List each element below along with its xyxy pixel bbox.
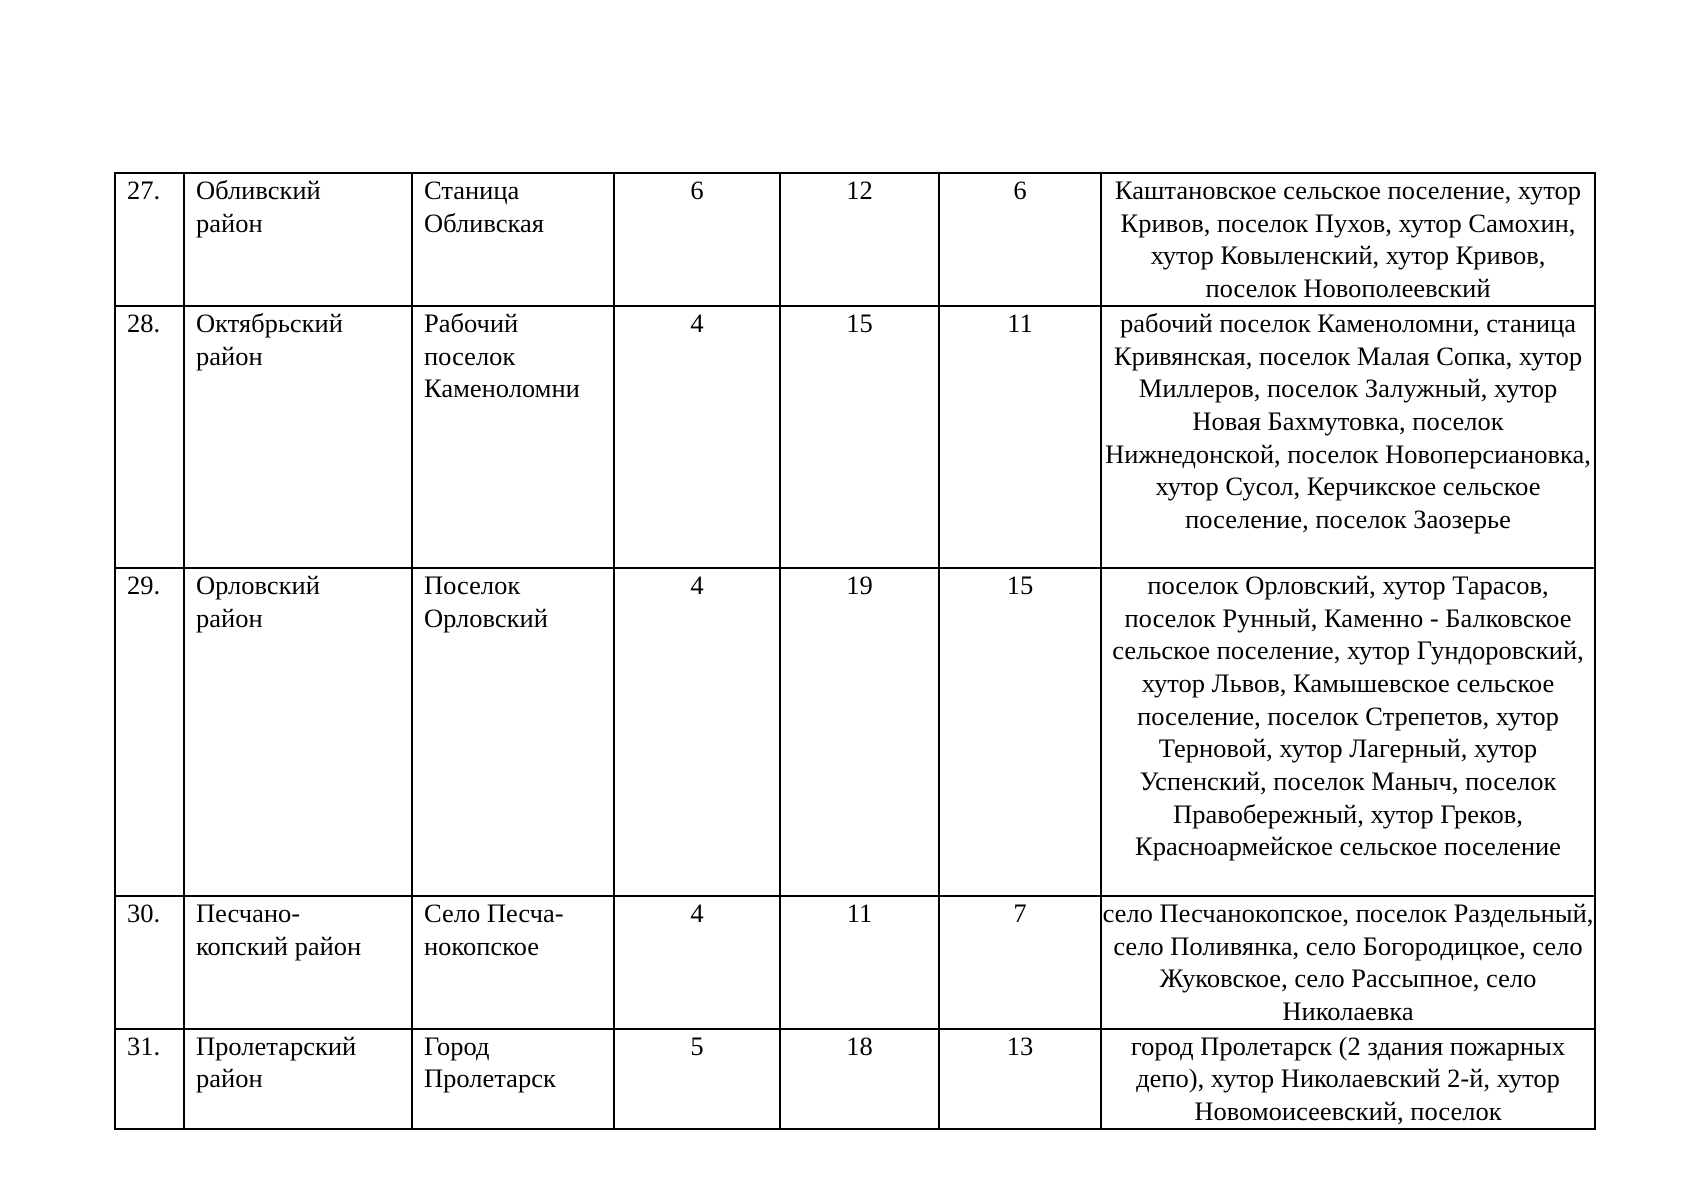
center-name: Поселок Орловский: [424, 569, 548, 633]
center-cell: [412, 896, 614, 1029]
settlements-cell: [1101, 568, 1595, 896]
count-cell-5: [780, 1029, 939, 1129]
district-cell: [184, 1029, 412, 1129]
row-number-cell: [115, 173, 184, 306]
count-value-5: 19: [846, 569, 873, 600]
count-cell-6: [939, 1029, 1101, 1129]
count-value-6: 11: [1007, 307, 1033, 338]
count-value-4: 6: [690, 175, 704, 205]
count-cell-5: [780, 896, 939, 1029]
center-cell: [412, 173, 614, 306]
count-cell-5: [780, 568, 939, 896]
district-cell: [184, 896, 412, 1029]
center-cell: [412, 568, 614, 896]
row-number-cell: [115, 568, 184, 896]
table-row: [115, 173, 1595, 306]
center-cell: [412, 306, 614, 568]
district-cell: [184, 173, 412, 306]
center-name: Станица Обливская: [424, 175, 544, 238]
count-value-4: 4: [690, 569, 704, 600]
count-cell-4: [614, 1029, 780, 1129]
row-number: 28.: [127, 307, 161, 338]
row-number-cell: [115, 896, 184, 1029]
center-name: Рабочий поселок Каменоломни: [424, 307, 580, 404]
district-name: Обливский район: [196, 175, 321, 238]
count-value-6: 7: [1013, 897, 1027, 928]
count-value-6: 6: [1013, 175, 1027, 205]
count-value-5: 18: [846, 1030, 873, 1061]
district-cell: [184, 568, 412, 896]
table-row: [115, 896, 1595, 1029]
settlements-list: поселок Орловский, хутор Тарасов, поселок Рунный, Каменно - Балковское сельское поселение, хутор Гундоровский, хутор Львов, Камышевское сельское поселение, поселок Стрепетов, хутор Терновой, хутор Лагерный, хутор Успенский, поселок Маныч, поселок Правобережный, хутор Греков, Красноармейское сельское поселение: [1112, 569, 1584, 862]
table-row: [115, 306, 1595, 568]
count-value-4: 5: [690, 1030, 704, 1061]
count-cell-4: [614, 568, 780, 896]
settlements-list: Каштановское сельское поселение, хутор Кривов, поселок Пухов, хутор Самохин, хутор Ковыленский, хутор Кривов, поселок Новополеевский: [1114, 175, 1582, 304]
center-name: Село Песча- нокопское: [424, 897, 564, 961]
table-row: [115, 568, 1595, 896]
district-name: Октябрьский район: [196, 307, 343, 371]
settlements-cell: [1101, 173, 1595, 306]
count-cell-6: [939, 568, 1101, 896]
settlements-table: [114, 172, 1596, 1130]
settlements-list: рабочий поселок Каменоломни, станица Кривянская, поселок Малая Сопка, хутор Миллеров, поселок Залужный, хутор Новая Бахмутовка, поселок Нижнедонской, поселок Новоперсиановка, хутор Сусол, Керчикское сельское поселение, поселок Заозерье: [1105, 307, 1591, 535]
district-name: Пролетарский район: [196, 1030, 357, 1094]
row-number: 29.: [127, 569, 161, 600]
count-value-5: 12: [846, 175, 873, 205]
district-name: Орловский район: [196, 569, 320, 633]
count-cell-4: [614, 306, 780, 568]
count-value-5: 11: [846, 897, 873, 928]
count-cell-6: [939, 306, 1101, 568]
district-cell: [184, 306, 412, 568]
count-cell-4: [614, 173, 780, 306]
row-number: 27.: [127, 175, 161, 205]
count-cell-6: [939, 896, 1101, 1029]
count-value-4: 4: [690, 307, 704, 338]
settlements-cell: [1101, 306, 1595, 568]
settlements-cell: [1101, 1029, 1595, 1129]
row-number-cell: [115, 306, 184, 568]
settlements-list: село Песчанокопское, поселок Раздельный, село Поливянка, село Богородицкое, село Жуковское, село Рассыпное, село Николаевка: [1102, 897, 1594, 1026]
count-cell-4: [614, 896, 780, 1029]
settlements-list: город Пролетарск (2 здания пожарных депо), хутор Николаевский 2-й, хутор Новомоисеевский, поселок: [1130, 1030, 1566, 1127]
district-name: Песчано- копский район: [196, 897, 362, 961]
count-cell-5: [780, 306, 939, 568]
count-cell-5: [780, 173, 939, 306]
row-number: 31.: [127, 1030, 161, 1061]
center-name: Город Пролетарск: [424, 1030, 556, 1094]
count-value-6: 15: [1006, 569, 1034, 600]
count-cell-6: [939, 173, 1101, 306]
row-number: 30.: [127, 897, 161, 928]
table-body: [115, 173, 1595, 1129]
count-value-4: 4: [690, 897, 704, 928]
center-cell: [412, 1029, 614, 1129]
settlements-cell: [1101, 896, 1595, 1029]
count-value-5: 15: [846, 307, 873, 338]
table-row: [115, 1029, 1595, 1129]
count-value-6: 13: [1006, 1030, 1034, 1061]
row-number-cell: [115, 1029, 184, 1129]
